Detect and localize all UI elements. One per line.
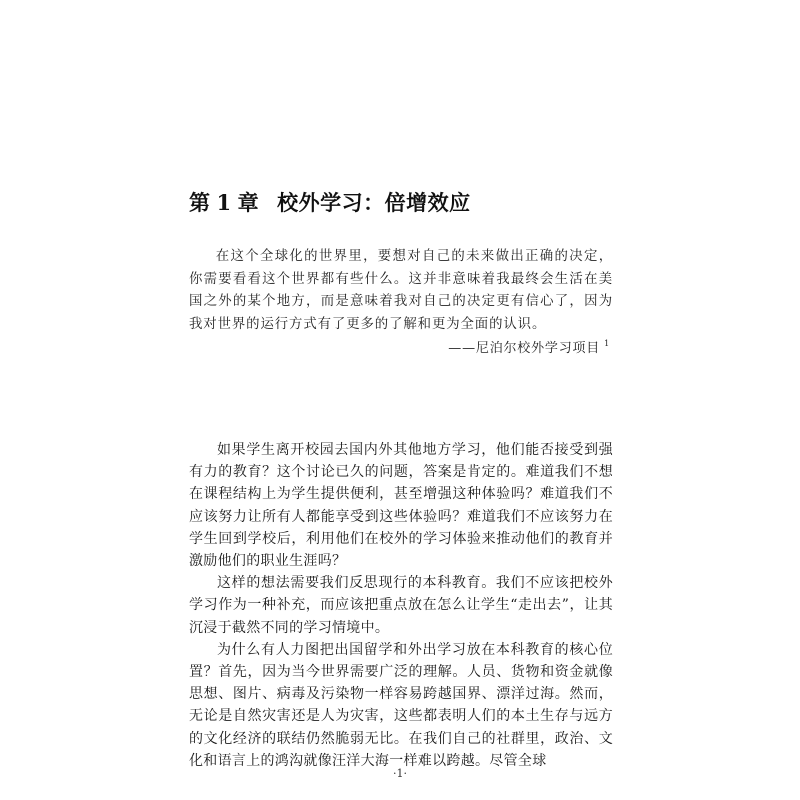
chapter-label-suffix: 章 [237,190,260,215]
footnote-reference[interactable]: 1 [604,339,610,348]
chapter-title [189,188,471,218]
paragraph: 这样的想法需要我们反思现行的本科教育。我们不应该把校外学习作为一种补充，而应该把重点放在怎么让学生“走出去”，让其沉浸于截然不同的学习情境中。 [189,575,613,636]
epigraph-text: 在这个全球化的世界里，要想对自己的未来做出正确的决定，你需要看看这个世界都有些什么。这并非意味着我最终会生活在美国之外的某个地方，而是意味着我对自己的决定更有信心了，因为我对世界的运行方式有了更多的了解和更为全面的认识。 [189,249,613,332]
chapter-label-prefix: 第 [189,190,211,215]
chapter-number: 1 [216,190,232,215]
epigraph-attribution [448,337,610,356]
attribution-text: ——尼泊尔校外学习项目 [448,341,601,356]
page-number: ·1· [393,767,407,780]
paragraph: 为什么有人力图把出国留学和外出学习放在本科教育的核心位置？首先，因为当今世界需要广泛的理解。人员、货物和资金就像思想、图片、病毒及污染物一样容易跨越国界、漂洋过海。然而，无论是自然灾害还是人为灾害，这些都表明人们的本土生存与远方的文化经济的联结仍然脆弱无比。在我们自己的社群里，政治、文化和语言上的鸿沟就像汪洋大海一样难以跨越。尽管全球 [189,641,613,769]
epigraph [189,246,613,336]
paragraph: 如果学生离开校园去国内外其他地方学习，他们能否接受到强有力的教育？这个讨论已久的问题，答案是肯定的。难道我们不想在课程结构上为学生提供便利，甚至增强这种体验吗？难道我们不应该努力让所有人都能享受到这些体验吗？难道我们不应该努力在学生回到学校后，利用他们在校外的学习体验来推动他们的教育并激励他们的职业生涯吗？ [189,442,613,570]
body-text [189,439,613,772]
chapter-title-text: 校外学习：倍增效应 [277,190,471,215]
